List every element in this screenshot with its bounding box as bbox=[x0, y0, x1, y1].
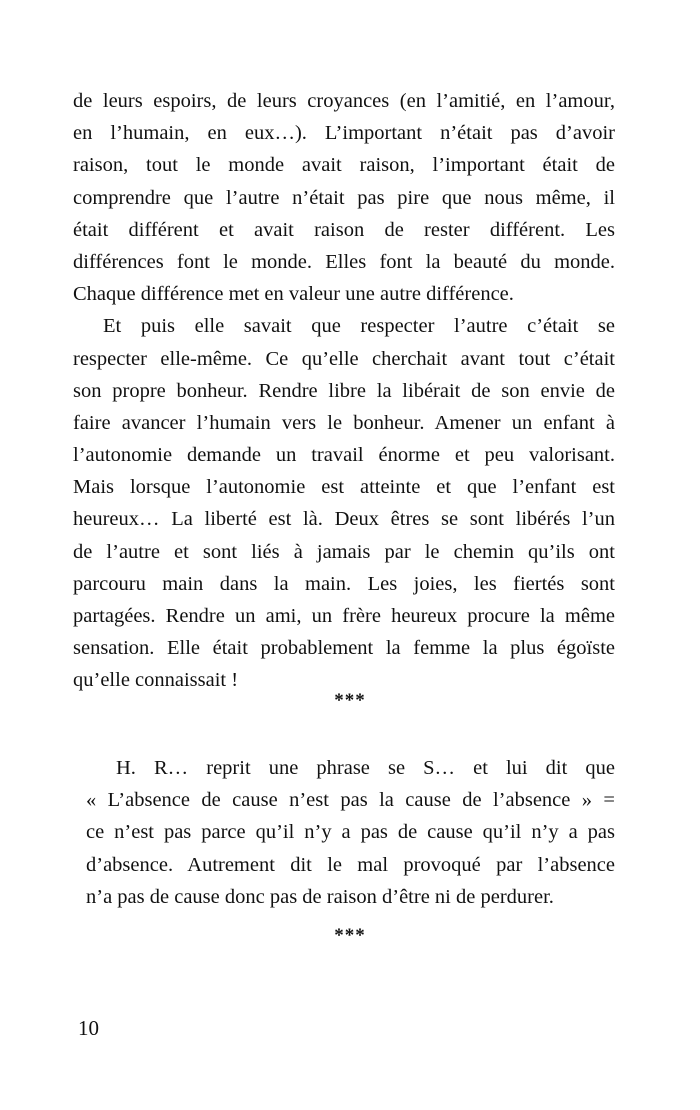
text-line: H. R… reprit une phrase se S… et lui dit que bbox=[116, 757, 615, 779]
section-separator: *** bbox=[334, 925, 366, 946]
main-text-block bbox=[73, 85, 615, 697]
text-line: parcouru main dans la main. Les joies, les fiertés sont bbox=[73, 572, 615, 595]
text-line: n’a pas de cause donc pas de raison d’être ni de perdurer. bbox=[86, 885, 554, 908]
text-line: qu’elle connaissait ! bbox=[73, 669, 239, 692]
text-line: en l’humain, en eux…). L’important n’était pas d’avoir bbox=[73, 122, 615, 145]
text-line: comprendre que l’autre n’était pas pire que nous même, il bbox=[73, 186, 615, 209]
text-line: heureux… La liberté est là. Deux êtres se sont libérés l’un bbox=[73, 508, 615, 531]
text-line: « L’absence de cause n’est pas la cause de l’absence » = bbox=[86, 789, 615, 812]
text-line: l’autonomie demande un travail énorme et peu valorisant. bbox=[73, 444, 615, 467]
text-line: de l’autre et sont liés à jamais par le chemin qu’ils ont bbox=[73, 540, 615, 563]
text-line: ce n’est pas parce qu’il n’y a pas de cause qu’il n’y a pas bbox=[86, 821, 615, 844]
text-line: faire avancer l’humain vers le bonheur. Amener un enfant à bbox=[73, 411, 615, 434]
text-line: partagées. Rendre un ami, un frère heureux procure la même bbox=[73, 605, 615, 627]
text-line: raison, tout le monde avait raison, l’important était de bbox=[73, 154, 615, 177]
text-line: Et puis elle savait que respecter l’autre c’était se bbox=[103, 315, 615, 338]
text-line: de leurs espoirs, de leurs croyances (en l’amitié, en l’amour, bbox=[73, 90, 615, 112]
text-line: respecter elle-même. Ce qu’elle cherchait avant tout c’était bbox=[73, 347, 615, 370]
quote-text-block bbox=[86, 752, 615, 913]
text-line: son propre bonheur. Rendre libre la libérait de son envie de bbox=[73, 379, 615, 402]
text-line: d’absence. Autrement dit le mal provoqué par l’absence bbox=[86, 853, 615, 876]
text-line: Mais lorsque l’autonomie est atteinte et que l’enfant est bbox=[73, 476, 615, 499]
text-line: était différent et avait raison de rester différent. Les bbox=[73, 218, 615, 241]
section-separator: *** bbox=[334, 690, 366, 711]
text-line: sensation. Elle était probablement la femme la plus égoïste bbox=[73, 637, 615, 660]
text-line: différences font le monde. Elles font la beauté du monde. bbox=[73, 250, 615, 273]
text-line: Chaque différence met en valeur une autre différence. bbox=[73, 283, 514, 306]
page-number: 10 bbox=[78, 1016, 99, 1040]
